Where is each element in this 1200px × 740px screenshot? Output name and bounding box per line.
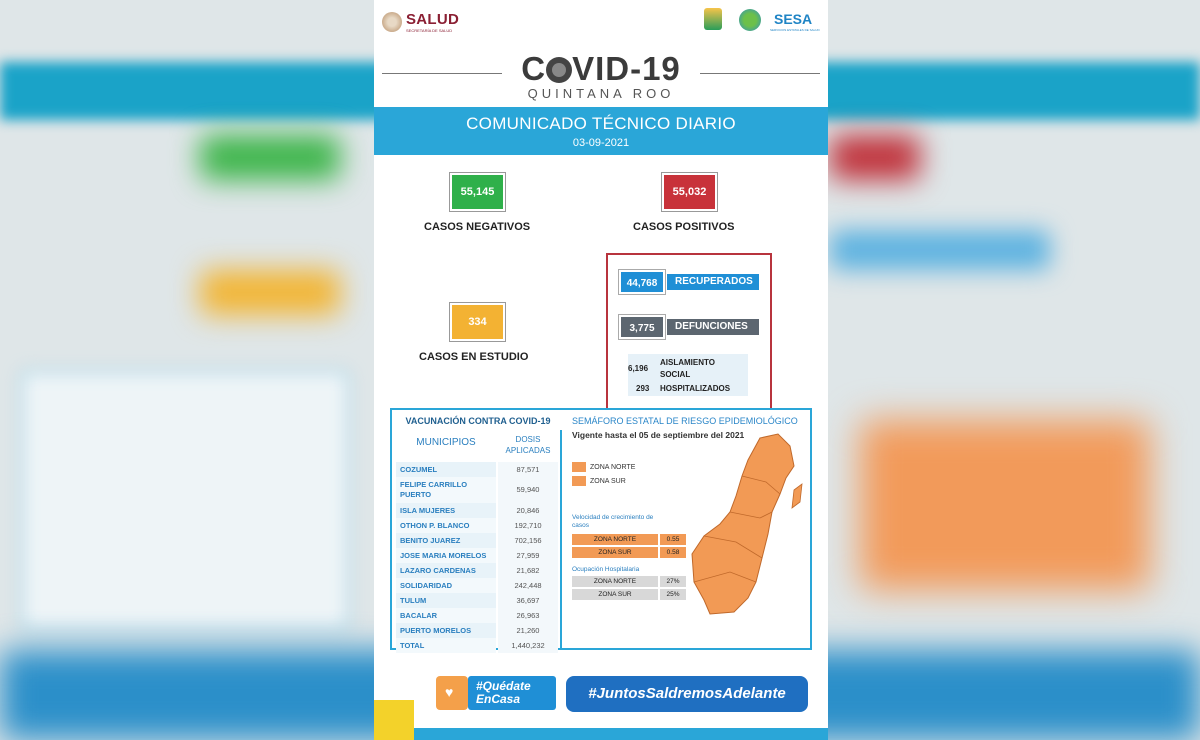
- table-row: [396, 593, 558, 608]
- negative-cases-value: 55,145: [450, 173, 505, 211]
- table-row: [396, 563, 558, 578]
- dosis-cell: 702,156: [498, 533, 558, 548]
- isolation-label-1: AISLAMIENTO: [660, 358, 715, 367]
- juntos-hashtag-badge: #JuntosSaldremosAdelante: [566, 676, 808, 712]
- home-heart-icon: [436, 676, 468, 710]
- municipio-cell: LAZARO CARDENAS: [396, 563, 496, 578]
- table-row: [396, 503, 558, 518]
- growth-row: ZONA SUR 0.58: [572, 547, 686, 558]
- growth-speed-table: [572, 534, 686, 560]
- occupancy-row: ZONA NORTE 27%: [572, 576, 686, 587]
- bg-blob: [200, 135, 340, 180]
- sesa-logo-subtext: SERVICIOS ESTATALES DE SALUD: [770, 28, 820, 32]
- municipio-cell: TULUM: [396, 593, 496, 608]
- map-state-shape: [692, 434, 794, 614]
- municipio-cell: COZUMEL: [396, 462, 496, 477]
- panel-divider: [560, 430, 562, 648]
- vaccination-table-header: [396, 430, 558, 462]
- bg-blob: [830, 230, 1050, 270]
- growth-row: ZONA NORTE 0.55: [572, 534, 686, 545]
- municipio-cell: SOLIDARIDAD: [396, 578, 496, 593]
- dosis-cell: 87,571: [498, 462, 558, 477]
- report-banner: [374, 107, 828, 155]
- salud-logo-subtext: SECRETARÍA DE SALUD: [406, 28, 453, 33]
- dosis-cell: 20,846: [498, 503, 558, 518]
- isolation-label-2: SOCIAL: [660, 370, 691, 379]
- deaths-label: DEFUNCIONES: [667, 319, 759, 335]
- banner-date: 03-09-2021: [572, 137, 630, 149]
- legend-norte: ZONA NORTE: [572, 462, 635, 472]
- banner-title: COMUNICADO TÉCNICO DIARIO: [466, 114, 736, 133]
- vaccination-title: VACUNACIÓN CONTRA COVID-19: [405, 416, 551, 426]
- dosis-cell: 192,710: [498, 518, 558, 533]
- legend-sur: ZONA SUR: [572, 476, 626, 486]
- dosis-header: DOSIS APLICADAS: [505, 435, 551, 455]
- semaphore-validity: Vigente hasta el 05 de septiembre del 2021: [572, 430, 745, 440]
- table-row: [396, 548, 558, 563]
- municipio-cell: ISLA MUJERES: [396, 503, 496, 518]
- hospitalized-label: HOSPITALIZADOS: [660, 384, 731, 393]
- dosis-cell: 21,682: [498, 563, 558, 578]
- municipio-cell: PUERTO MORELOS: [396, 623, 496, 638]
- table-row: [396, 623, 558, 638]
- study-cases-label: CASOS EN ESTUDIO: [419, 351, 529, 363]
- hospital-occupancy-title: Ocupación Hospitalaria: [572, 566, 640, 573]
- recovered-pill: [619, 270, 759, 294]
- dosis-cell: 36,697: [498, 593, 558, 608]
- table-row: [396, 608, 558, 623]
- covid-title: C VID-19: [521, 50, 681, 87]
- municipio-cell: BENITO JUAREZ: [396, 533, 496, 548]
- table-row: [396, 518, 558, 533]
- municipio-cell: TOTAL: [396, 638, 496, 653]
- table-row: [396, 462, 558, 477]
- vaccination-table: [396, 430, 558, 653]
- legend-swatch: [572, 462, 586, 472]
- covid-report-poster: [374, 0, 828, 740]
- semaphore-title: SEMÁFORO ESTATAL DE RIESGO EPIDEMIOLÓGICO: [572, 416, 798, 426]
- quedate-hashtag: #Quédate EnCasa: [468, 676, 556, 710]
- dosis-cell: 27,959: [498, 548, 558, 563]
- negative-cases-label: CASOS NEGATIVOS: [424, 221, 531, 233]
- bottom-strip: [414, 728, 828, 740]
- vaccination-semaphore-panel: [390, 408, 812, 650]
- legend-swatch: [572, 476, 586, 486]
- region-subtitle: QUINTANA ROO: [527, 86, 675, 101]
- salud-logo-text: SALUD: [406, 11, 460, 28]
- municipio-cell: BACALAR: [396, 608, 496, 623]
- dosis-cell: 59,940: [498, 477, 558, 503]
- bg-blob: [860, 420, 1150, 590]
- growth-speed-title: Velocidad de crecimiento de casos: [572, 514, 654, 529]
- salud-emblem-icon: [382, 12, 402, 32]
- dosis-cell: 1,440,232: [498, 638, 558, 653]
- sesa-logo-text: SESA: [774, 11, 813, 27]
- municipios-header: MUNICIPIOS: [416, 437, 476, 448]
- dosis-cell: 242,448: [498, 578, 558, 593]
- quintana-roo-logo-icon: [704, 8, 722, 30]
- municipio-cell: FELIPE CARRILLO PUERTO: [396, 477, 496, 503]
- state-agency-logo-icon: [739, 9, 761, 31]
- municipio-cell: OTHON P. BLANCO: [396, 518, 496, 533]
- recovered-value: 44,768: [619, 270, 665, 294]
- header-logos: [374, 0, 828, 48]
- table-row: [396, 578, 558, 593]
- active-cases-box: [628, 354, 748, 396]
- map-island-cozumel: [792, 484, 802, 508]
- occupancy-row: ZONA SUR 25%: [572, 589, 686, 600]
- positive-cases-label: CASOS POSITIVOS: [633, 221, 735, 233]
- recovered-label: RECUPERADOS: [667, 274, 759, 290]
- corner-decoration: [374, 700, 414, 740]
- quintana-roo-map: [690, 432, 808, 616]
- hospital-occupancy-table: [572, 576, 686, 602]
- dosis-cell: 26,963: [498, 608, 558, 623]
- deaths-value: 3,775: [619, 315, 665, 339]
- quedate-en-casa-badge: [436, 674, 556, 712]
- deaths-pill: [619, 315, 759, 339]
- table-row: [396, 477, 558, 503]
- bg-blob: [200, 270, 340, 315]
- table-row: [396, 533, 558, 548]
- isolation-value: 6,196: [628, 364, 649, 373]
- dosis-cell: 21,260: [498, 623, 558, 638]
- municipio-cell: JOSE MARIA MORELOS: [396, 548, 496, 563]
- bg-blob: [20, 370, 350, 630]
- hospitalized-value: 293: [636, 384, 650, 393]
- bg-blob: [830, 135, 920, 180]
- positive-cases-value: 55,032: [662, 173, 717, 211]
- table-row-total: [396, 638, 558, 653]
- study-cases-value: 334: [450, 303, 505, 341]
- virus-icon: [546, 57, 572, 83]
